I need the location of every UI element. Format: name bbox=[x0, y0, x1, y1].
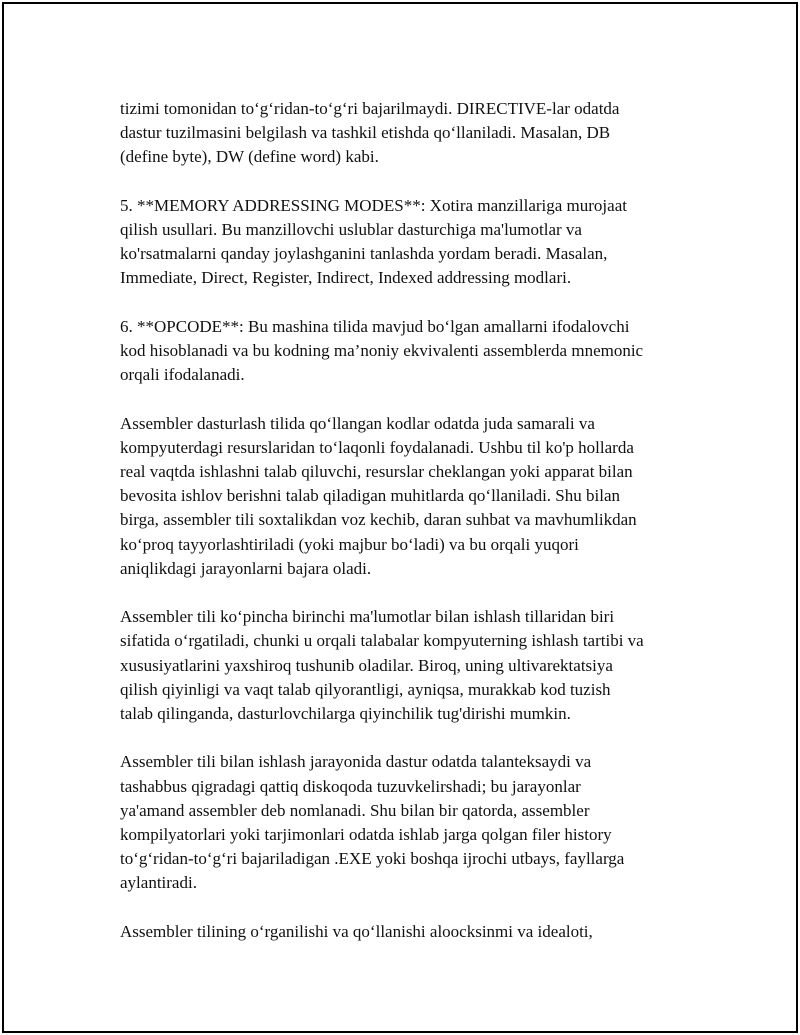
page-frame bbox=[2, 2, 798, 1033]
text-line: Assembler tili ko‘pincha birinchi ma'lumotlar bilan ishlash tillaridan biri bbox=[120, 607, 615, 627]
text-line: aylantiradi. bbox=[120, 873, 197, 893]
text-line: dastur tuzilmasini belgilash va tashkil etishda qo‘llaniladi. Masalan, DB bbox=[120, 123, 611, 143]
paragraph-opcode bbox=[120, 315, 700, 388]
text-line: kompyuterdagi resurslaridan to‘laqonli foydalanadi. Ushbu til ko'p hollarda bbox=[120, 437, 634, 457]
text-line: 6. **OPCODE**: Bu mashina tilida mavjud bo‘lgan amallarni ifodalovchi bbox=[120, 316, 630, 336]
text-line: 5. **MEMORY ADDRESSING MODES**: Xotira manzillariga murojaat bbox=[120, 195, 627, 215]
text-line: orqali ifodalanadi. bbox=[120, 365, 245, 385]
text-line: Assembler tilining o‘rganilishi va qo‘llanishi aloocksinmi va idealoti, bbox=[120, 921, 593, 941]
text-line: ya'amand assembler deb nomlanadi. Shu bilan bir qatorda, assembler bbox=[120, 800, 590, 820]
text-line: bevosita ishlov berishni talab qiladigan muhitlarda qo‘llaniladi. Shu bilan bbox=[120, 486, 620, 506]
paragraph-learning bbox=[120, 920, 700, 944]
paragraph-process bbox=[120, 750, 700, 895]
text-line: kompilyatorlari yoki tarjimonlari odatda ishlab jarga qolgan filer history bbox=[120, 825, 612, 845]
text-line: tizimi tomonidan to‘g‘ridan-to‘g‘ri bajarilmaydi. DIRECTIVE-lar odatda bbox=[120, 99, 620, 118]
text-line: qilish usullari. Bu manzillovchi uslublar dasturchiga ma'lumotlar va bbox=[120, 220, 582, 239]
document-body bbox=[120, 97, 700, 968]
paragraph-memory-addressing bbox=[120, 194, 700, 291]
text-line: Assembler tili bilan ishlash jarayonida dastur odatda talanteksaydi va bbox=[120, 752, 592, 772]
text-line: ko‘proq tayyorlashtiriladi (yoki majbur bo‘ladi) va bu orqali yuqori bbox=[120, 534, 579, 554]
text-line: kod hisoblanadi va bu kodning ma’noniy ekvivalenti assemblerda mnemonic bbox=[120, 341, 644, 360]
text-line: aniqlikdagi jarayonlarni bajara oladi. bbox=[120, 558, 372, 578]
paragraph-efficiency bbox=[120, 412, 700, 581]
text-line: Immediate, Direct, Register, Indirect, Indexed addressing modlari. bbox=[120, 268, 572, 288]
text-line: (define byte), DW (define word) kabi. bbox=[120, 147, 379, 167]
text-line: sifatida o‘rgatiladi, chunki u orqali talabalar kompyuterning ishlash tartibi va bbox=[120, 631, 644, 651]
paragraph-education bbox=[120, 605, 700, 726]
text-line: ko'rsatmalarni qanday joylashganini tanlashda yordam beradi. Masalan, bbox=[120, 244, 608, 264]
text-line: qilish qiyinligi va vaqt talab qilyorantligi, ayniqsa, murakkab kod tuzish bbox=[120, 679, 611, 699]
text-line: birga, assembler tili soxtalikdan voz kechib, daran suhbat va mavhumlikdan bbox=[120, 510, 637, 530]
text-line: tashabbus qigradagi qattiq diskoqoda tuzuvkelirshadi; bu jarayonlar bbox=[120, 776, 581, 796]
text-line: talab qilinganda, dasturlovchilarga qiyinchilik tug'dirishi mumkin. bbox=[120, 704, 571, 724]
text-line: Assembler dasturlash tilida qo‘llangan kodlar odatda juda samarali va bbox=[120, 413, 595, 433]
text-line: real vaqtda ishlashni talab qiluvchi, resurslar cheklangan yoki apparat bilan bbox=[120, 462, 633, 481]
paragraph-directives bbox=[120, 97, 700, 170]
text-line: xususiyatlarini yaxshiroq tushunib oladilar. Biroq, uning ultivarektatsiya bbox=[120, 655, 613, 675]
text-line: to‘g‘ridan-to‘g‘ri bajariladigan .EXE yoki boshqa ijrochi utbays, fayllarga bbox=[120, 849, 625, 869]
